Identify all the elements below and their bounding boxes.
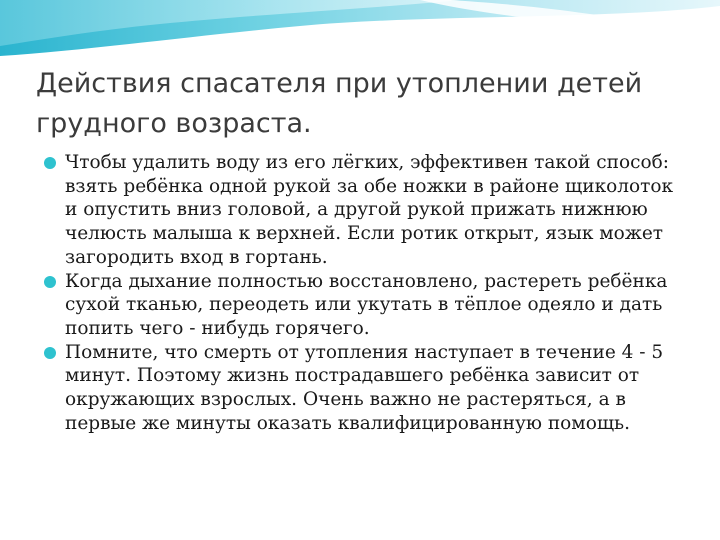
bullet-dot-icon (44, 276, 56, 288)
slide-title: Действия спасателя при утоплении детей грудного возраста. (36, 68, 643, 139)
bullet-text: Помните, что смерть от утопления наступает в течение 4 - 5 минут. Поэтому жизнь пострадавшего ребёнка зависит от окружающих взрослых. Очень важно не растеряться, а в первые же минуты оказать квалифицированную помощь. (65, 341, 664, 434)
header-wave-decoration (0, 0, 720, 60)
bullet-item (44, 270, 684, 341)
bullet-dot-icon (44, 347, 56, 359)
bullet-item (44, 341, 684, 436)
bullet-item (44, 151, 684, 270)
bullet-text: Когда дыхание полностью восстановлено, растереть ребёнка сухой тканью, переодеть или укутать в тёплое одеяло и дать попить чего - нибудь горячего. (65, 270, 668, 339)
bullet-dot-icon (44, 157, 56, 169)
bullet-list (44, 151, 684, 435)
bullet-text: Чтобы удалить воду из его лёгких, эффективен такой способ: взять ребёнка одной рукой за обе ножки в районе щиколоток и опустить вниз головой, а другой рукой прижать нижнюю челюсть малыша к верхней. Если ротик открыт, язык может загородить вход в гортань. (65, 152, 674, 268)
